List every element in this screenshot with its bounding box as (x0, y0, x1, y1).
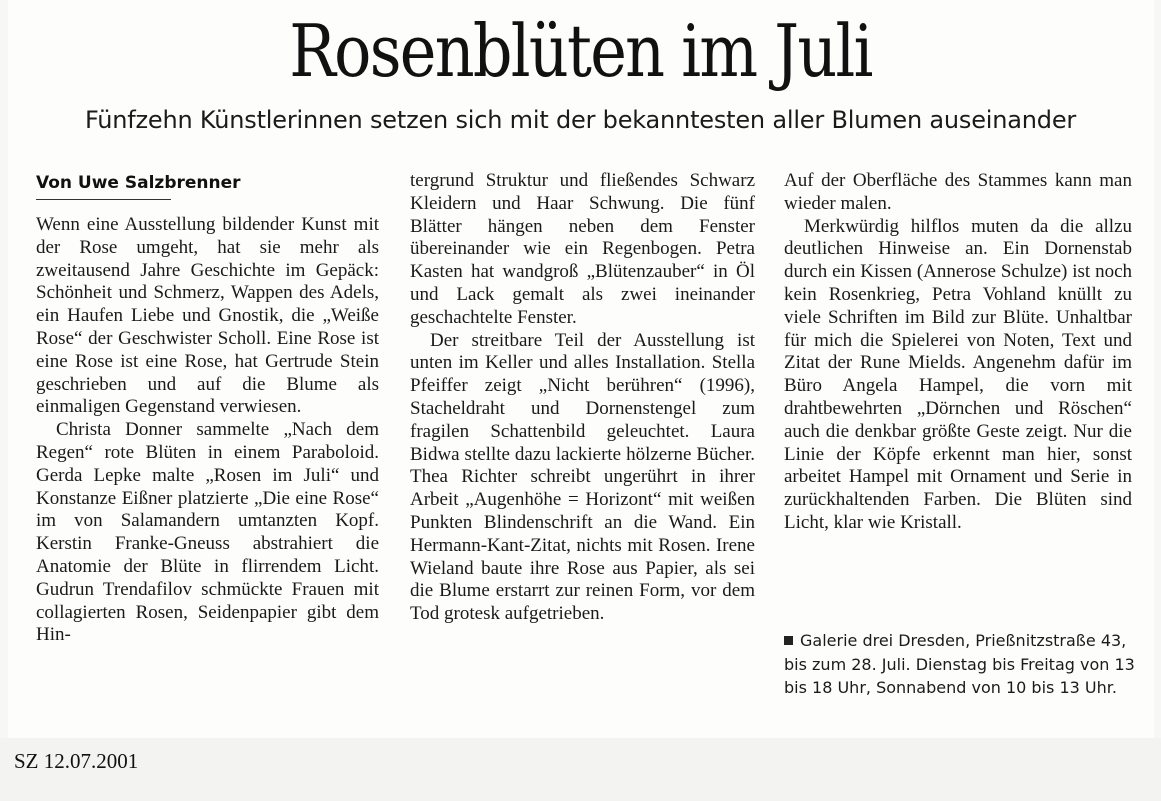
bleed-through-area (0, 738, 1161, 801)
paragraph: Christa Donner sammelte „Nach dem Regen“ rote Blüten in einem Paraboloid. Gerda Lepke malte „Rosen im Juli“ und Konstanze Eißner platzierte „Die eine Rose“ im von Salamandern umtanzten Kopf. Kerstin Franke-Gneuss abstrahiert die Anatomie der Blüte in flirrendem Licht. Gudrun Trendafilov schmückte Frauen mit collagierten Rosen, Seidenpapier gibt dem Hin- (36, 419, 379, 646)
square-bullet-icon (784, 636, 793, 645)
paragraph: Merkwürdig hilflos muten da die allzu deutlichen Hinweise an. Ein Dornenstab durch ein Kissen (Annerose Schulze) ist noch kein Rosenkrieg, Petra Vohland knüllt zu viele Schriften im Bild zur Blüte. Unhaltbar für mich die Spielerei von Noten, Text und Zitat der Rune Mields. Angenehm dafür im Büro Angela Hampel, die vorn mit drahtbewehrten „Dörnchen und Röschen“ auch die denkbar größte Geste zeigt. Nur die Linie der Köpfe erkennt man hier, sonst arbeitet Hampel mit Ornament und Serie in zurückhaltenden Farben. Die Blüten sind Licht, klar wie Kristall. (784, 215, 1132, 533)
byline: Von Uwe Salzbrenner (36, 173, 241, 193)
subheadline: Fünfzehn Künstlerinnen setzen sich mit der bekanntesten aller Blumen auseinander (84, 106, 1077, 134)
exhibition-info-text: Galerie drei Dresden, Prießnitzstraße 43, bis zum 28. Juli. Dienstag bis Freitag von 13 bis 18 Uhr, Sonnabend von 10 bis 13 Uhr. (784, 631, 1135, 697)
column-2 (410, 170, 755, 626)
headline: Rosenblüten im Juli (289, 9, 872, 93)
column-1 (36, 214, 379, 647)
exhibition-info (784, 629, 1144, 700)
byline-rule (36, 199, 171, 200)
column-3 (784, 170, 1132, 535)
paragraph: Der streitbare Teil der Ausstellung ist unten im Keller und alles Installation. Stella Pfeiffer zeigt „Nicht berühren“ (1996), Stacheldraht und Dornenstengel zum fragilen Schattenbild geleuchtet. Laura Bidwa stellte dazu lackierte hölzerne Bücher. Thea Richter schreibt ungerührt in ihrer Arbeit „Augenhöhe = Horizont“ mit weißen Punkten Blindenschrift an die Wand. Ein Hermann-Kant-Zitat, nichts mit Rosen. Irene Wieland baute ihre Rose aus Papier, als sei die Blume erstarrt zur reinen Form, vor dem Tod grotesk aufgetrieben. (410, 329, 755, 625)
source-date: SZ 12.07.2001 (14, 749, 139, 773)
paragraph: tergrund Struktur und fließendes Schwarz Kleidern und Haar Schwung. Die fünf Blätter hängen neben dem Fenster übereinander wie ein Regenbogen. Petra Kasten hat wandgroß „Blütenzauber“ in Öl und Lack gemalt als zwei ineinander geschachtelte Fenster. (410, 170, 755, 328)
paragraph: Wenn eine Ausstellung bildender Kunst mit der Rose umgeht, hat sie mehr als zweitausend Jahre Geschichte im Gepäck: Schönheit und Schmerz, Wappen des Adels, ein Haufen Liebe und Gnostik, die „Weiße Rose“ der Geschwister Scholl. Eine Rose ist eine Rose ist eine Rose, hat Gertrude Stein geschrieben und auf die Blume als einmaligen Gegenstand verwiesen. (36, 214, 379, 418)
paragraph: Auf der Oberfläche des Stammes kann man wieder malen. (784, 170, 1132, 214)
